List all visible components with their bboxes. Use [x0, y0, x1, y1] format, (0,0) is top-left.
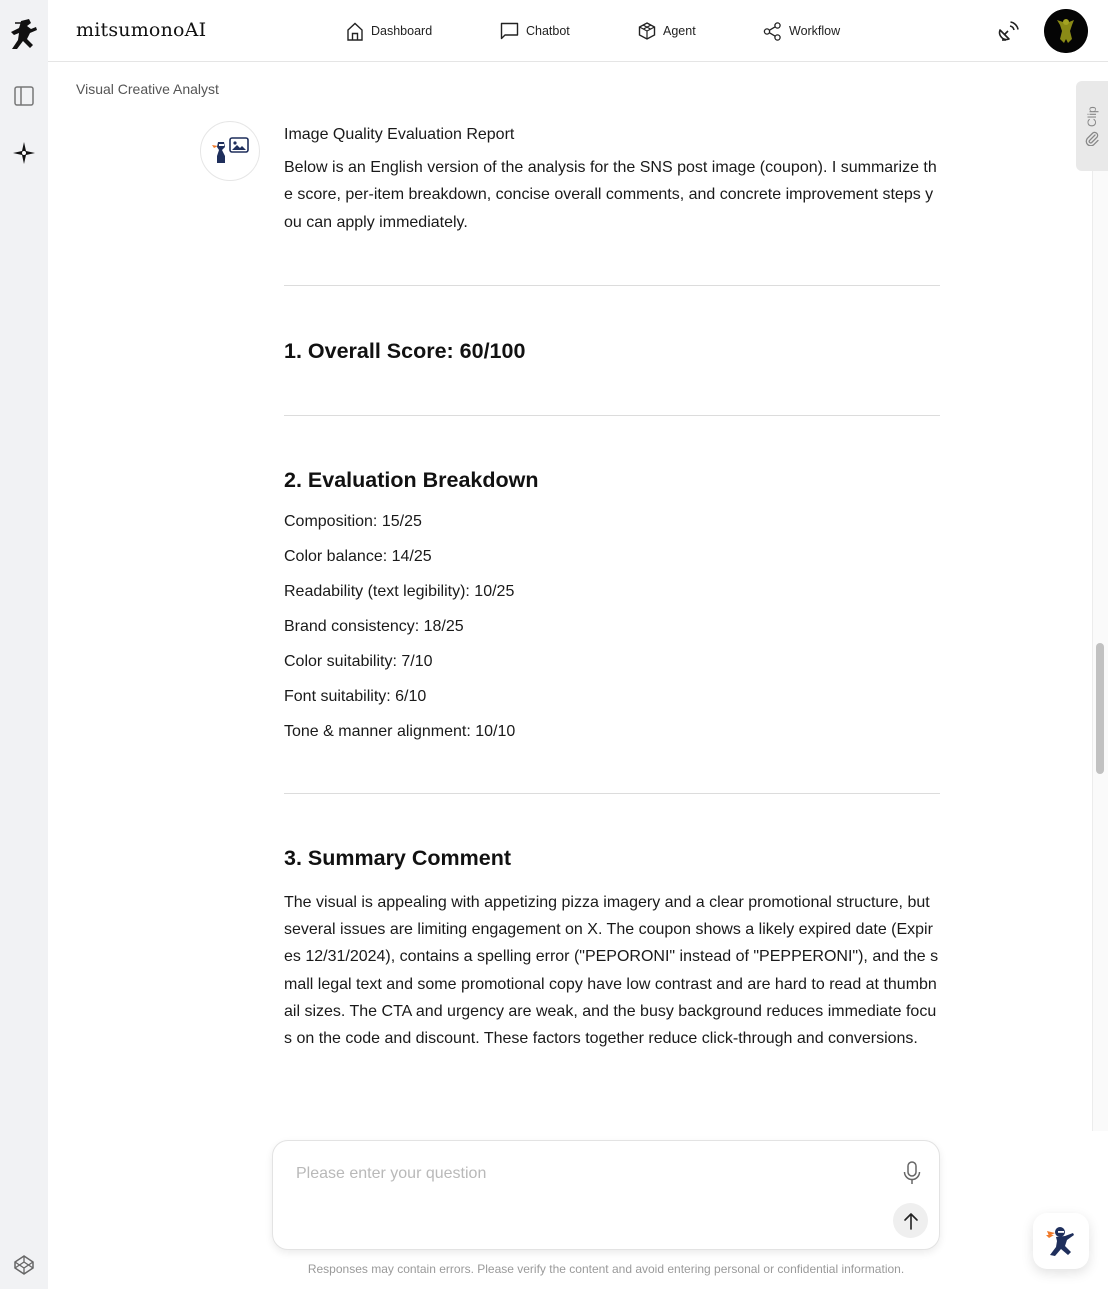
- nav-workflow-label: Workflow: [789, 24, 841, 38]
- nav-dashboard[interactable]: [346, 0, 432, 62]
- report-intro: Below is an English version of the analysis for the SNS post image (coupon). I summarize the score, per-item breakdown, concise overall comments, and concrete improvement steps you can apply immediately.: [284, 159, 937, 231]
- nav-workflow[interactable]: [763, 0, 840, 62]
- sparkle-icon[interactable]: [11, 140, 37, 166]
- breakdown-list: [284, 511, 940, 743]
- brand-name[interactable]: mitsumonoAI: [76, 19, 207, 41]
- cube-icon: [638, 22, 656, 40]
- breadcrumb: Visual Creative Analyst: [76, 81, 219, 97]
- nav-agent[interactable]: [638, 0, 696, 62]
- codepen-cube-icon[interactable]: [11, 1252, 37, 1278]
- share-nodes-icon: [763, 22, 782, 41]
- divider: [284, 285, 940, 286]
- breakdown-item: Font suitability: 6/10: [284, 687, 427, 705]
- nav-chatbot[interactable]: [500, 0, 570, 62]
- ninja-logo-icon[interactable]: [7, 17, 41, 53]
- analyst-ninja-icon: [210, 136, 250, 166]
- nav-agent-label: Agent: [663, 24, 696, 38]
- section-heading-summary: 3. Summary Comment: [284, 845, 512, 870]
- left-rail: [0, 0, 48, 1289]
- home-icon: [346, 22, 364, 41]
- question-input[interactable]: [296, 1161, 876, 1187]
- chat-bubble-icon: [500, 22, 519, 40]
- assistant-message: [284, 124, 940, 1053]
- section-heading-overall-score: 1. Overall Score: 60/100: [284, 338, 526, 363]
- scrollbar-thumb[interactable]: [1096, 643, 1104, 774]
- breakdown-item: Composition: 15/25: [284, 512, 422, 530]
- breakdown-item: Color suitability: 7/10: [284, 652, 433, 670]
- clip-tab[interactable]: [1076, 81, 1108, 171]
- breakdown-item: Readability (text legibility): 10/25: [284, 582, 515, 600]
- microphone-icon[interactable]: [901, 1161, 923, 1185]
- divider: [284, 415, 940, 416]
- section-heading-breakdown: 2. Evaluation Breakdown: [284, 467, 539, 492]
- summary-body: The visual is appealing with appetizing pizza imagery and a clear promotional structure, but several issues are limiting engagement on X. The coupon shows a likely expired date (Expires 12/31/2024), contains a spelling error ("PEPORONI" instead of "PEPPERONI"), and the small legal text and some promotional copy have low contrast and are hard to read at thumbnail sizes. The CTA and urgency are weak, and the busy background reduces immediate focus on the code and discount. These factors together reduce click-through and conversions.: [284, 893, 939, 1048]
- clip-label: Clip: [1085, 106, 1099, 127]
- disclaimer-text: Responses may contain errors. Please verify the content and avoid entering personal or confidential information.: [307, 1262, 905, 1276]
- chat-composer: [272, 1140, 940, 1250]
- breakdown-item: Color balance: 14/25: [284, 547, 432, 565]
- breakdown-item: Brand consistency: 18/25: [284, 617, 464, 635]
- assistant-avatar: [200, 121, 260, 181]
- paperclip-icon: [1084, 130, 1100, 146]
- assistant-launcher-button[interactable]: [1033, 1213, 1089, 1269]
- arrow-up-icon: [903, 1212, 919, 1230]
- breakdown-item: Tone & manner alignment: 10/10: [284, 722, 516, 740]
- report-title: Image Quality Evaluation Report: [284, 126, 515, 143]
- divider: [284, 793, 940, 794]
- satellite-dish-icon[interactable]: [997, 18, 1021, 49]
- top-header: [48, 0, 1108, 62]
- send-button[interactable]: [893, 1203, 928, 1238]
- nav-chatbot-label: Chatbot: [526, 24, 570, 38]
- user-avatar[interactable]: [1044, 9, 1088, 53]
- sidebar-toggle-icon[interactable]: [11, 83, 37, 109]
- nav-dashboard-label: Dashboard: [371, 24, 433, 38]
- ninja-mascot-icon: [1043, 1223, 1079, 1259]
